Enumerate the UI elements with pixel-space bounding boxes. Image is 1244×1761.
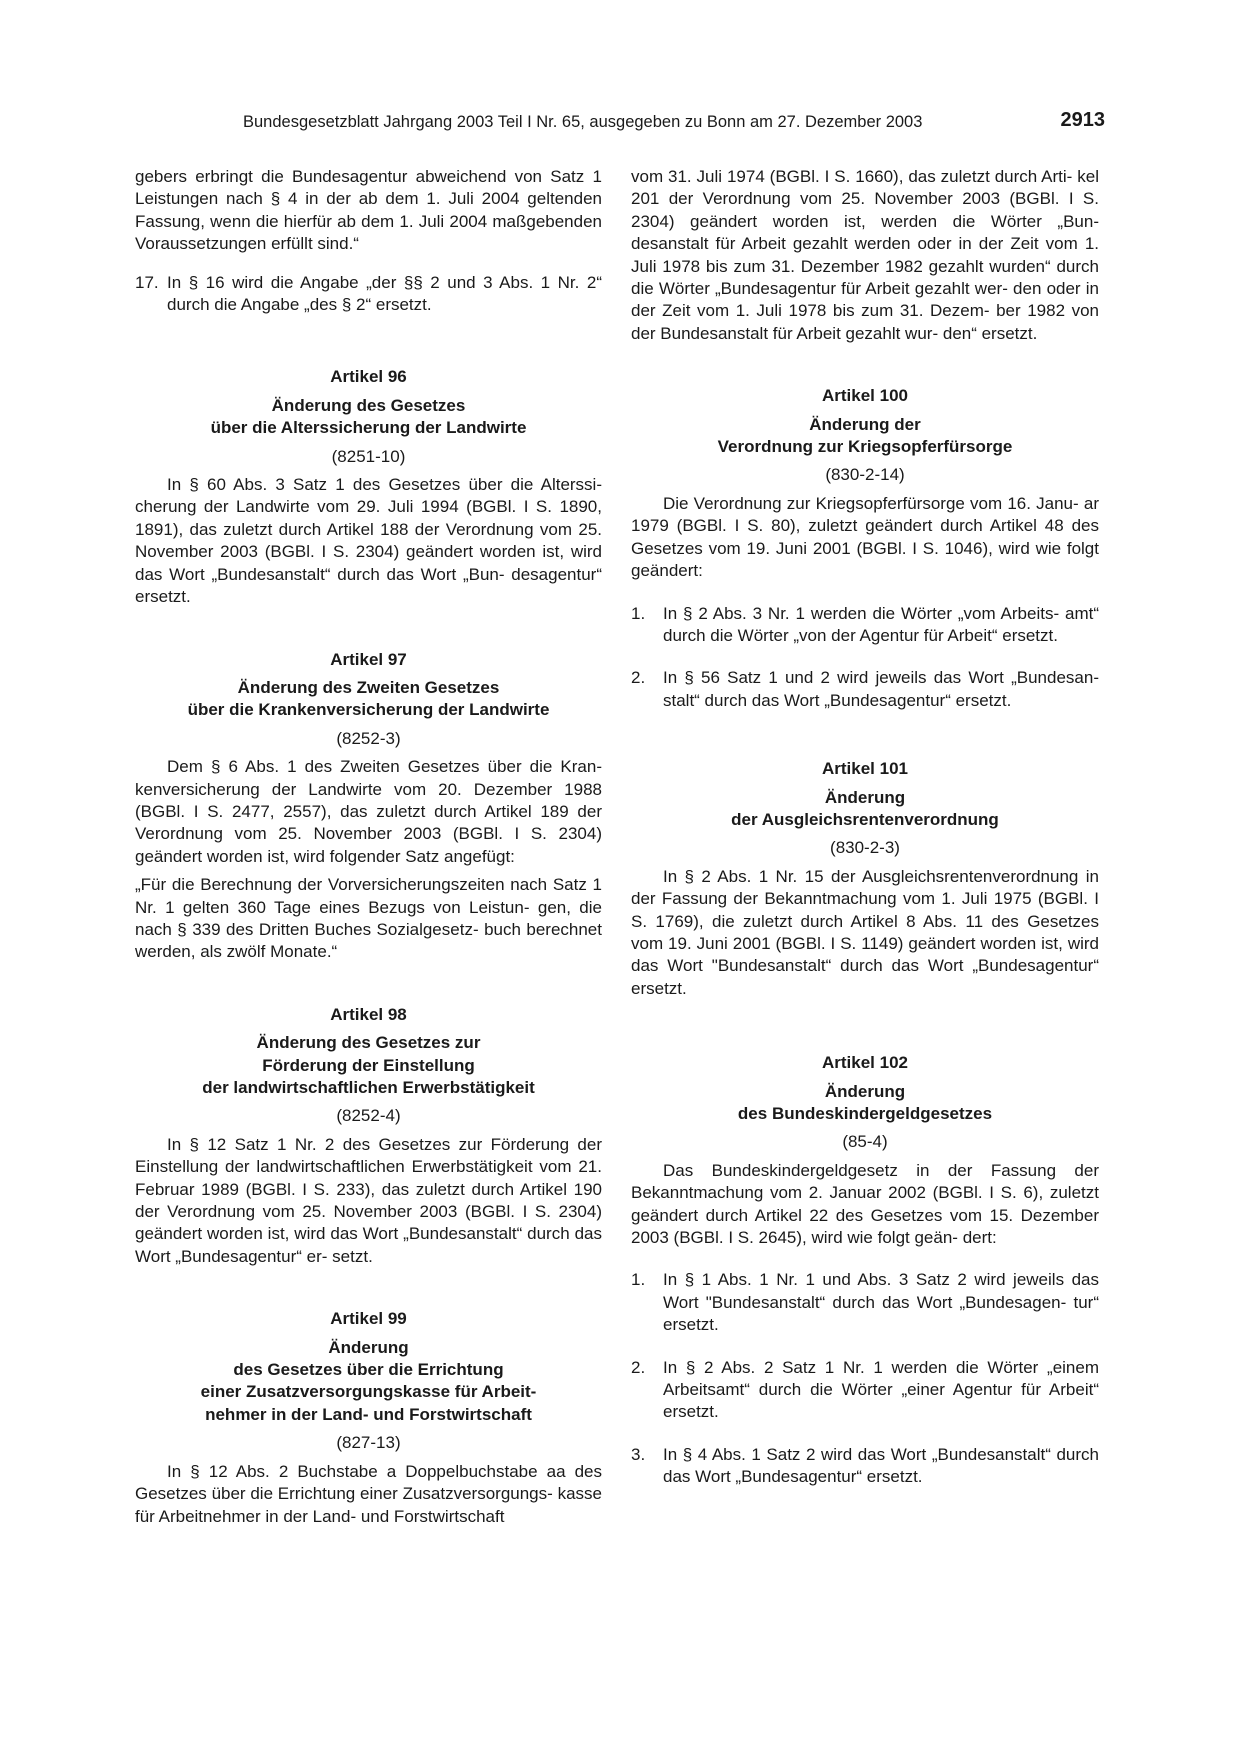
list-item: 2. In § 56 Satz 1 und 2 wird jeweils das Wort „Bundesan- stalt“ durch das Wort „Bundesagentur“ ersetzt. [631,668,1099,710]
page-number: 2913 [1060,109,1105,131]
article-title: Änderung der Ausgleichsrentenverordnung [731,787,999,829]
article-number: Artikel 101 [822,759,908,779]
list-item-17: 17. In § 16 wird die Angabe „der §§ 2 und 3 Abs. 1 Nr. 2“ durch die Angabe „des § 2“ ersetzt. [135,272,602,315]
article-code: (830-2-14) [825,465,905,485]
article-number: Artikel 98 [330,1004,407,1024]
article-99 [135,1308,602,1528]
article-body: Das Bundeskindergeldgesetz in der Fassung der Bekanntmachung vom 2. Januar 2002 (BGBl. I S. 6), zuletzt geändert durch Artikel 22 des Gesetzes vom 15. Dezember 2003 (BGBl. I S. 2645), wird wie folgt geän- dert: [631,1160,1100,1248]
continuation-paragraph: vom 31. Juli 1974 (BGBl. I S. 1660), das zuletzt durch Arti- kel 201 der Verordnung vom 25. November 2003 (BGBl. I S. 2304) geändert worden ist, werden die Wörter „Bun- desanstalt für Arbeit gezahlt werden oder in der Zeit vom 1. Juli 1978 bis zum 31. Dezember 1982 gezahlt wurden“ durch die Wörter „Bundesagentur für Arbeit gezahlt wer- den oder in der Zeit vom 1. Juli 1978 bis zum 31. Dezem- ber 1982 von der Bundesanstalt für Arbeit gezahlt wur- den“ ersetzt. [631,167,1099,343]
article-code: (8251-10) [331,446,406,466]
article-96 [135,366,602,608]
list-item: 1. In § 1 Abs. 1 Nr. 1 und Abs. 3 Satz 2 wird jeweils das Wort "Bundesanstalt“ durch das Wort „Bundesagen- tur“ ersetzt. [631,1270,1099,1335]
article-body: In § 2 Abs. 1 Nr. 15 der Ausgleichsrentenverordnung in der Fassung der Bekanntmachung vom 1. Juli 1975 (BGBl. I S. 1769), die zuletzt durch Artikel 8 Abs. 11 des Gesetzes vom 19. Juni 2001 (BGBl. I S. 1149) geändert worden ist, wird das Wort "Bundesanstalt“ durch das Wort „Bundesagentur“ ersetzt. [631,866,1099,998]
article-body: In § 12 Satz 1 Nr. 2 des Gesetzes zur Förderung der Einstellung der landwirtschaftlichen Erwerbstätigkeit vom 21. Februar 1989 (BGBl. I S. 233), das zuletzt durch Artikel 190 der Verordnung vom 25. November 2003 (BGBl. I S. 2304) geändert worden ist, wird das Wort „Bundesanstalt“ durch das Wort „Bundesagentur“ er- setzt. [135,1134,602,1266]
article-number: Artikel 100 [822,386,908,406]
list-item: 2. In § 2 Abs. 2 Satz 1 Nr. 1 werden die Wörter „einem Arbeitsamt“ durch die Wörter „einer Agentur für Arbeit“ ersetzt. [631,1357,1099,1422]
article-number: Artikel 96 [330,367,407,387]
right-column [631,166,1099,1489]
continuation-paragraph: gebers erbringt die Bundesagentur abweichend von Satz 1 Leistungen nach § 4 in der ab dem 1. Juli 2004 geltenden Fassung, wenn die hierfür ab dem 1. Juli 2004 maßgebenden Voraussetzungen erfüllt sind.“ [135,167,603,254]
article-code: (85-4) [842,1132,888,1152]
left-column [135,166,602,1528]
article-number: Artikel 97 [330,649,407,669]
article-code: (8252-4) [336,1106,401,1126]
article-body: In § 60 Abs. 3 Satz 1 des Gesetzes über die Alterssi- cherung der Landwirte vom 29. Juli 1994 (BGBl. I S. 1890, 1891), das zuletzt durch Artikel 188 der Verordnung vom 25. November 2003 (BGBl. I S. 2304) geändert worden ist, wird das Wort „Bundesanstalt“ durch das Wort „Bun- desagentur“ ersetzt. [135,475,602,607]
article-title: Änderung des Gesetzes über die Alterssicherung der Landwirte [210,395,527,438]
article-body: Die Verordnung zur Kriegsopferfürsorge vom 16. Janu- ar 1979 (BGBl. I S. 80), zuletzt geändert durch Artikel 48 des Gesetzes vom 19. Juni 2001 (BGBl. I S. 1046), wird wie folgt geändert: [631,493,1099,581]
article-number: Artikel 102 [822,1053,908,1073]
article-code: (8252-3) [336,728,401,748]
article-title: Änderung des Gesetzes über die Errichtung einer Zusatzversorgungskasse für Arbeit- nehmer in der Land- und Forstwirtschaft [200,1337,537,1424]
article-title: Änderung des Gesetzes zur Förderung der Einstellung der landwirtschaftlichen Erwerbstätigkeit [202,1033,535,1097]
article-body: Dem § 6 Abs. 1 des Zweiten Gesetzes über die Kran- kenversicherung der Landwirte vom 20. Dezember 1988 (BGBl. I S. 2477, 2557), das zuletzt durch Artikel 189 der Verordnung vom 25. November 2003 (BGBl. I S. 2304) geändert worden ist, wird folgender Satz angefügt: [135,757,602,866]
article-98 [135,1004,602,1268]
header-text: Bundesgesetzblatt Jahrgang 2003 Teil I Nr. 65, ausgegeben zu Bonn am 27. Dezember 2003 [243,113,923,131]
article-code: (827-13) [336,1433,401,1453]
article-100 [631,385,1099,712]
article-title: Änderung des Bundeskindergeldgesetzes [737,1081,993,1123]
article-102 [631,1052,1099,1489]
article-body: In § 12 Abs. 2 Buchstabe a Doppelbuchstabe aa des Gesetzes über die Errichtung einer Zusatzversorgungs- kasse für Arbeitnehmer in der Land- und Forstwirtschaft [135,1461,602,1526]
article-101 [631,758,1099,1000]
article-title: Änderung der Verordnung zur Kriegsopferfürsorge [717,414,1013,457]
page-header [243,108,1105,138]
list-item: 3. In § 4 Abs. 1 Satz 2 wird das Wort „Bundesanstalt“ durch das Wort „Bundesagentur“ ersetzt. [631,1444,1099,1487]
article-number: Artikel 99 [330,1309,407,1329]
article-code: (830-2-3) [830,838,900,858]
inserted-sentence: „Für die Berechnung der Vorversicherungszeiten nach Satz 1 Nr. 1 gelten 360 Tage eines Bezugs von Leistun- gen, die nach § 339 des Dritten Buches Sozialgesetz- buch berechnet werden, als zwölf Monate.“ [135,875,602,962]
article-97 [135,649,602,964]
list-item: 1. In § 2 Abs. 3 Nr. 1 werden die Wörter „vom Arbeits- amt“ durch die Wörter „von der Agentur für Arbeit“ ersetzt. [631,603,1099,645]
article-title: Änderung des Zweiten Gesetzes über die Krankenversicherung der Landwirte [187,677,550,720]
